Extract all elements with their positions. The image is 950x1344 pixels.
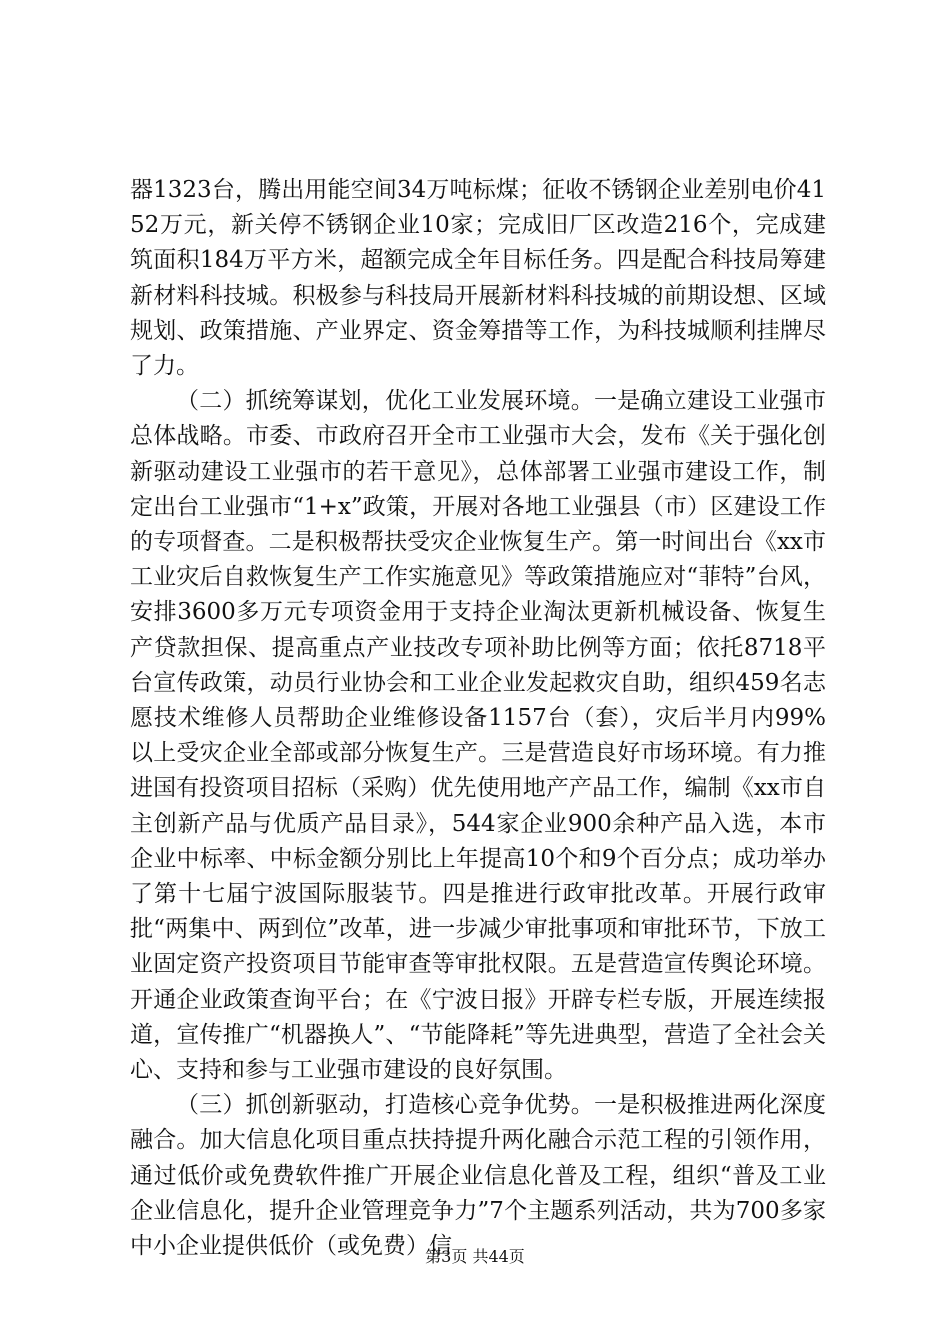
page-number-footer: 第3页 共44页	[425, 1247, 525, 1266]
paragraph-2: （二）抓统筹谋划，优化工业发展环境。一是确立建设工业强市总体战略。市委、市政府召开全市工业强市大会，发布《关于强化创新驱动建设工业强市的若干意见》，总体部署工业强市建设工作，制定出台工业强市“1+x”政策，开展对各地工业强县（市）区建设工作的专项督查。二是积极帮扶受灾企业恢复生产。第一时间出台《xx市工业灾后自救恢复生产工作实施意见》等政策措施应对“菲特”台风，安排3600多万元专项资金用于支持企业淘汰更新机械设备、恢复生产贷款担保、提高重点产业技改专项补助比例等方面；依托8718平台宣传政策，动员行业协会和工业企业发起救灾自助，组织459名志愿技术维修人员帮助企业维修设备1157台（套），灾后半月内99%以上受灾企业全部或部分恢复生产。三是营造良好市场环境。有力推进国有投资项目招标（采购）优先使用地产产品工作，编制《xx市自主创新产品与优质产品目录》，544家企业900余种产品入选，本市企业中标率、中标金额分别比上年提高10个和9个百分点；成功举办了第十七届宁波国际服装节。四是推进行政审批改革。开展行政审批“两集中、两到位”改革，进一步减少审批事项和审批环节，下放工业固定资产投资项目节能审查等审批权限。五是营造宣传舆论环境。开通企业政策查询平台；在《宁波日报》开辟专栏专版，开展连续报道，宣传推广“机器换人”、“节能降耗”等先进典型，营造了全社会关心、支持和参与工业强市建设的良好氛围。	[130, 388, 826, 1084]
paragraph-1: 器1323台，腾出用能空间34万吨标煤；征收不锈钢企业差别电价4152万元，新关停不锈钢企业10家；完成旧厂区改造216个，完成建筑面积184万平方米，超额完成全年目标任务。四是配合科技局筹建新材料科技城。积极参与科技局开展新材料科技城的前期设想、区域规划、政策措施、产业界定、资金筹措等工作，为科技城顺利挂牌尽了力。	[130, 177, 826, 380]
paragraph-3: （三）抓创新驱动，打造核心竞争优势。一是积极推进两化深度融合。加大信息化项目重点扶持提升两化融合示范工程的引领作用，通过低价或免费软件推广开展企业信息化普及工程，组织“普及工业企业信息化，提升企业管理竞争力”7个主题系列活动，共为700多家中小企业提供低价（或免费）信	[130, 1092, 826, 1260]
document-body	[130, 173, 826, 1264]
